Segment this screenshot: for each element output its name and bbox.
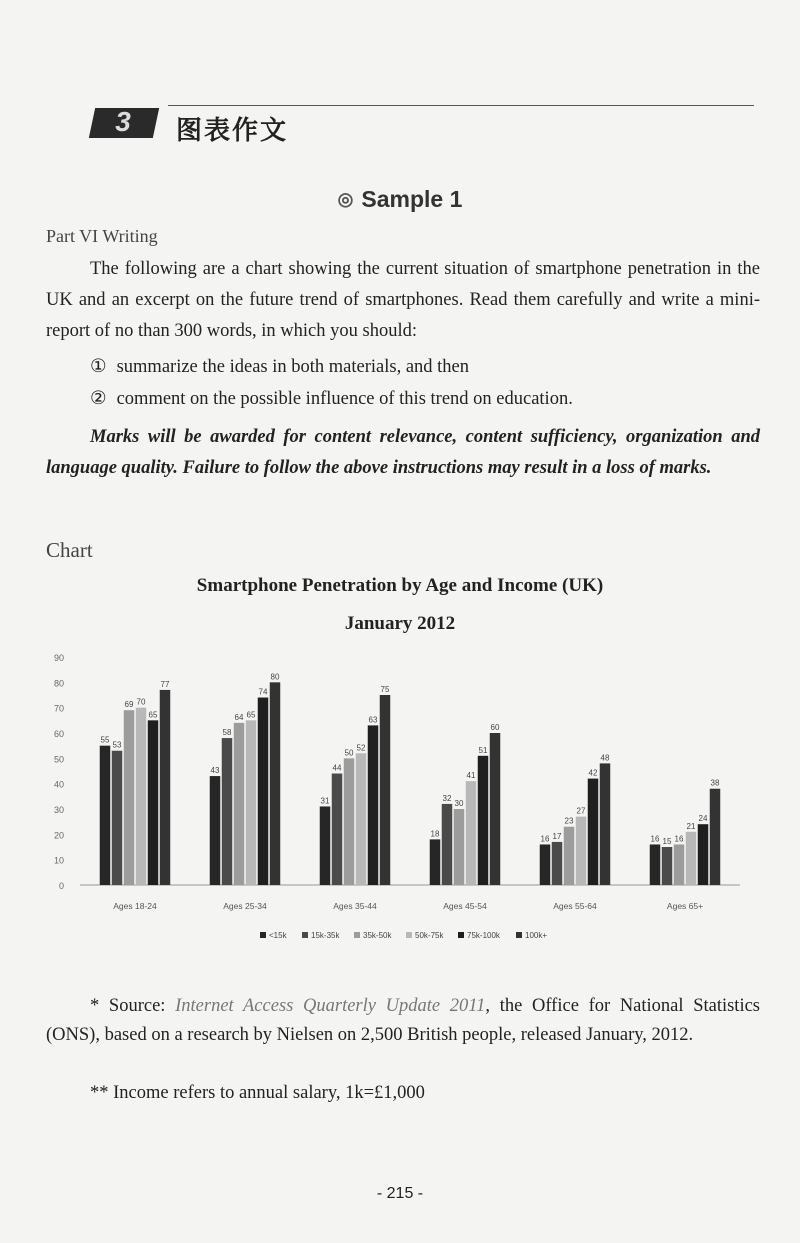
bar	[662, 847, 673, 885]
bar	[490, 733, 501, 885]
bar	[442, 804, 453, 885]
item-text: summarize the ideas in both materials, and then	[116, 357, 470, 377]
data-label: 17	[552, 831, 562, 841]
y-tick-label: 0	[58, 881, 64, 891]
legend-swatch	[406, 932, 412, 938]
data-label: 21	[686, 821, 696, 831]
data-label: 18	[430, 829, 440, 839]
legend-label: 35k-50k	[363, 931, 392, 940]
legend-swatch	[458, 932, 464, 938]
data-label: 27	[576, 806, 586, 816]
bar	[332, 774, 343, 885]
bar-chart	[50, 645, 750, 950]
bar	[466, 781, 477, 885]
data-label: 30	[454, 799, 464, 808]
data-label: 16	[674, 834, 684, 844]
y-tick-label: 10	[53, 855, 64, 866]
bar	[710, 789, 721, 885]
y-tick-label: 50	[53, 754, 64, 765]
data-label: 77	[160, 679, 170, 689]
bar	[210, 776, 221, 885]
instruction-item	[90, 356, 469, 378]
data-label: 58	[222, 728, 232, 738]
bar	[160, 690, 171, 885]
data-label: 75	[380, 685, 390, 694]
bar	[344, 758, 355, 885]
item-marker: ②	[90, 389, 107, 409]
bar	[454, 809, 465, 885]
data-label: 69	[124, 700, 134, 710]
bar	[564, 827, 575, 885]
bar	[124, 710, 135, 885]
bar	[148, 720, 159, 885]
bar	[356, 753, 367, 885]
data-label: 43	[210, 766, 220, 776]
data-label: 63	[368, 715, 378, 725]
bar	[380, 695, 391, 885]
data-label: 64	[234, 712, 244, 722]
legend-label: 15k-35k	[311, 931, 340, 940]
data-label: 53	[112, 740, 122, 750]
data-label: 42	[588, 768, 598, 778]
legend-label: <15k	[269, 931, 287, 940]
bar	[600, 763, 611, 885]
data-label: 24	[698, 814, 708, 824]
bar	[100, 746, 111, 885]
data-label: 74	[258, 687, 268, 697]
instructions-paragraph: The following are a chart showing the current situation of smartphone penetration in the UK and an excerpt on the future trend of smartphones. Read them carefully and write a mini-report of no than 300 words, in which you should:	[46, 259, 760, 341]
data-label: 65	[148, 710, 158, 720]
data-label: 32	[442, 793, 452, 803]
y-tick-label: 30	[53, 805, 64, 815]
data-label: 55	[100, 735, 110, 745]
bar	[136, 708, 147, 885]
instruction-item	[90, 388, 573, 410]
bar	[698, 824, 709, 885]
item-marker: ①	[90, 357, 107, 377]
data-label: 16	[540, 834, 550, 844]
bar	[674, 844, 685, 885]
chart-heading: Chart	[46, 538, 93, 562]
y-tick-label: 70	[53, 703, 64, 714]
bar	[246, 720, 257, 885]
source-rest: , the Office for National Statistics (ONS), based on a research by Nielsen on 2,500 British people, released January, 2012.	[46, 996, 760, 1045]
source-prefix: * Source:	[90, 996, 166, 1016]
bar	[588, 779, 599, 885]
legend-swatch	[260, 932, 266, 938]
marks-note: Marks will be awarded for content relevance, content sufficiency, organization and language quality. Failure to follow the above instructions may result in a loss of marks.	[46, 427, 760, 478]
bar	[430, 839, 441, 885]
category-label: Ages 65+	[666, 901, 704, 911]
data-label: 50	[344, 748, 354, 758]
category-label: Ages 45-54	[443, 901, 487, 911]
data-label: 80	[270, 672, 280, 682]
data-label: 70	[136, 697, 146, 707]
data-label: 41	[466, 771, 476, 781]
bar	[686, 832, 697, 885]
item-text: comment on the possible influence of this trend on education.	[116, 389, 573, 409]
data-label: 38	[710, 778, 720, 788]
sample-heading	[0, 186, 800, 213]
income-footnote: ** Income refers to annual salary, 1k=£1,000	[90, 1083, 425, 1103]
header-rule	[168, 105, 754, 106]
category-label: Ages 55-64	[553, 901, 597, 911]
category-label: Ages 35-44	[333, 901, 377, 911]
data-label: 48	[600, 753, 610, 763]
page-number: - 215 -	[376, 1185, 424, 1202]
bar	[368, 725, 379, 885]
legend-label: 75k-100k	[467, 931, 500, 940]
data-label: 60	[490, 723, 500, 732]
section-number: 3	[115, 106, 131, 137]
y-tick-label: 20	[53, 830, 64, 841]
y-tick-label: 80	[53, 678, 64, 689]
legend-swatch	[516, 932, 522, 938]
data-label: 51	[478, 745, 488, 755]
section-title: 图表作文	[176, 116, 289, 146]
bar	[478, 756, 489, 885]
data-label: 44	[332, 763, 342, 773]
legend-swatch	[354, 932, 360, 938]
sample-title: Sample 1	[361, 186, 463, 212]
chart-subtitle: January 2012	[344, 613, 456, 634]
bar	[552, 842, 563, 885]
bar	[270, 682, 281, 885]
bar	[320, 806, 331, 885]
legend-swatch	[302, 932, 308, 938]
source-footnote	[46, 992, 760, 1050]
category-label: Ages 25-34	[223, 901, 267, 911]
bar	[112, 751, 123, 885]
category-label: Ages 18-24	[113, 901, 157, 911]
data-label: 23	[564, 816, 574, 826]
chart-title: Smartphone Penetration by Age and Income (UK)	[196, 575, 604, 596]
source-title: Internet Access Quarterly Update 2011	[175, 996, 486, 1016]
y-tick-label: 60	[53, 729, 64, 739]
y-tick-label: 90	[53, 653, 64, 663]
y-tick-label: 40	[53, 779, 64, 790]
bar	[650, 844, 661, 885]
section-header	[0, 98, 800, 148]
circle-ring-icon: ◎	[337, 189, 354, 209]
bar	[222, 738, 233, 885]
data-label: 52	[356, 743, 366, 753]
legend-label: 50k-75k	[415, 931, 444, 940]
data-label: 31	[320, 796, 330, 806]
bar	[576, 817, 587, 885]
bar	[234, 723, 245, 885]
part-title: Part VI Writing	[46, 226, 158, 246]
data-label: 16	[650, 834, 660, 844]
data-label: 15	[662, 837, 672, 846]
bar	[258, 698, 269, 885]
legend-label: 100k+	[525, 931, 548, 940]
bar	[540, 844, 551, 885]
data-label: 65	[246, 710, 256, 720]
